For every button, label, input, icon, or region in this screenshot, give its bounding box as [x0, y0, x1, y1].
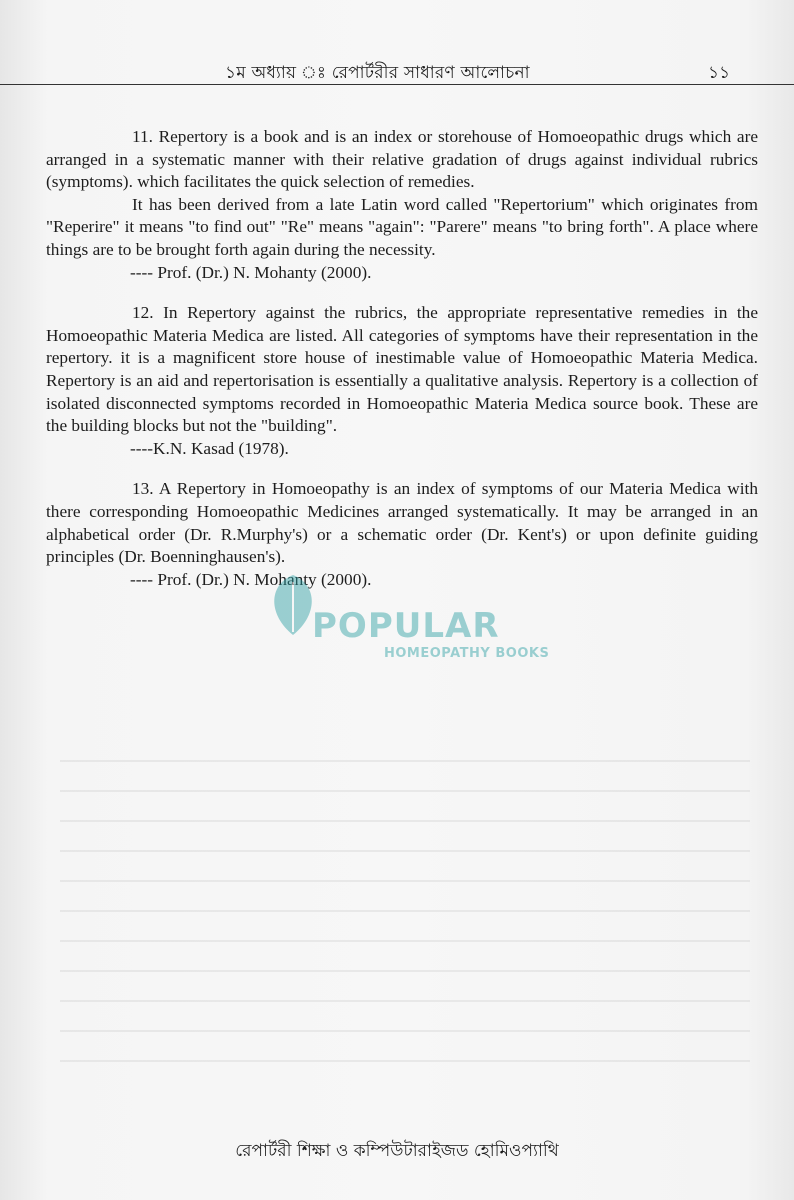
chapter-title: ১ম অধ্যায় ঃ রেপার্টরীর সাধারণ আলোচনা — [225, 63, 530, 83]
watermark-subtitle: HOMEOPATHY BOOKS — [384, 646, 550, 661]
paragraph-12: 12. In Repertory against the rubrics, the appropriate representative remedies in the Homoeopathic Materia Medica are listed. All categories of symptoms have their representation in the repertory. it is a magnificent store house of inestimable value of Homoeopathic Materia Medica. Repertory is an aid and repertorisation is essentially a qualitative analysis. Repertory is a collection of isolated disconnected symptoms recorded in Homoeopathic Materia Medica source book. These are the building blocks but not the "building". — [46, 303, 758, 436]
paragraph-11-etymology: It has been derived from a late Latin word called "Repertorium" which originates from "Reperire" it means "to find out" "Re" means "again": "Parere" means "to bring forth". A place where things are to be brought forth again during the necessity. — [46, 194, 758, 259]
paragraph-11: 11. Repertory is a book and is an index or storehouse of Homoeopathic drugs which are arranged in a systematic manner with their relative gradation of drugs against individual rubrics (symptoms). which facilitates the quick selection of remedies. — [46, 127, 758, 192]
citation-13: ---- Prof. (Dr.) N. Mohanty (2000). — [130, 569, 372, 589]
citation-12: ----K.N. Kasad (1978). — [130, 438, 289, 458]
citation-11: ---- Prof. (Dr.) N. Mohanty (2000). — [130, 262, 372, 282]
show-through-text — [60, 760, 750, 1090]
running-footer: রেপার্টরী শিক্ষা ও কম্পিউটারাইজড হোমিওপ্যাথি — [235, 1141, 559, 1161]
watermark-logo — [258, 560, 578, 670]
watermark-word: POPULAR — [312, 606, 500, 646]
page-body — [46, 126, 758, 591]
running-header — [0, 58, 794, 85]
page-number: ১১ — [708, 63, 731, 83]
paragraph-13: 13. A Repertory in Homoeopathy is an index of symptoms of our Materia Medica with there corresponding Homoeopathic Medicines arranged systematically. It may be arranged in an alphabetical order (Dr. R.Murphy's) or a schematic order (Dr. Kent's) or upon definite guiding principles (Dr. Boenninghausen's). — [46, 479, 758, 567]
